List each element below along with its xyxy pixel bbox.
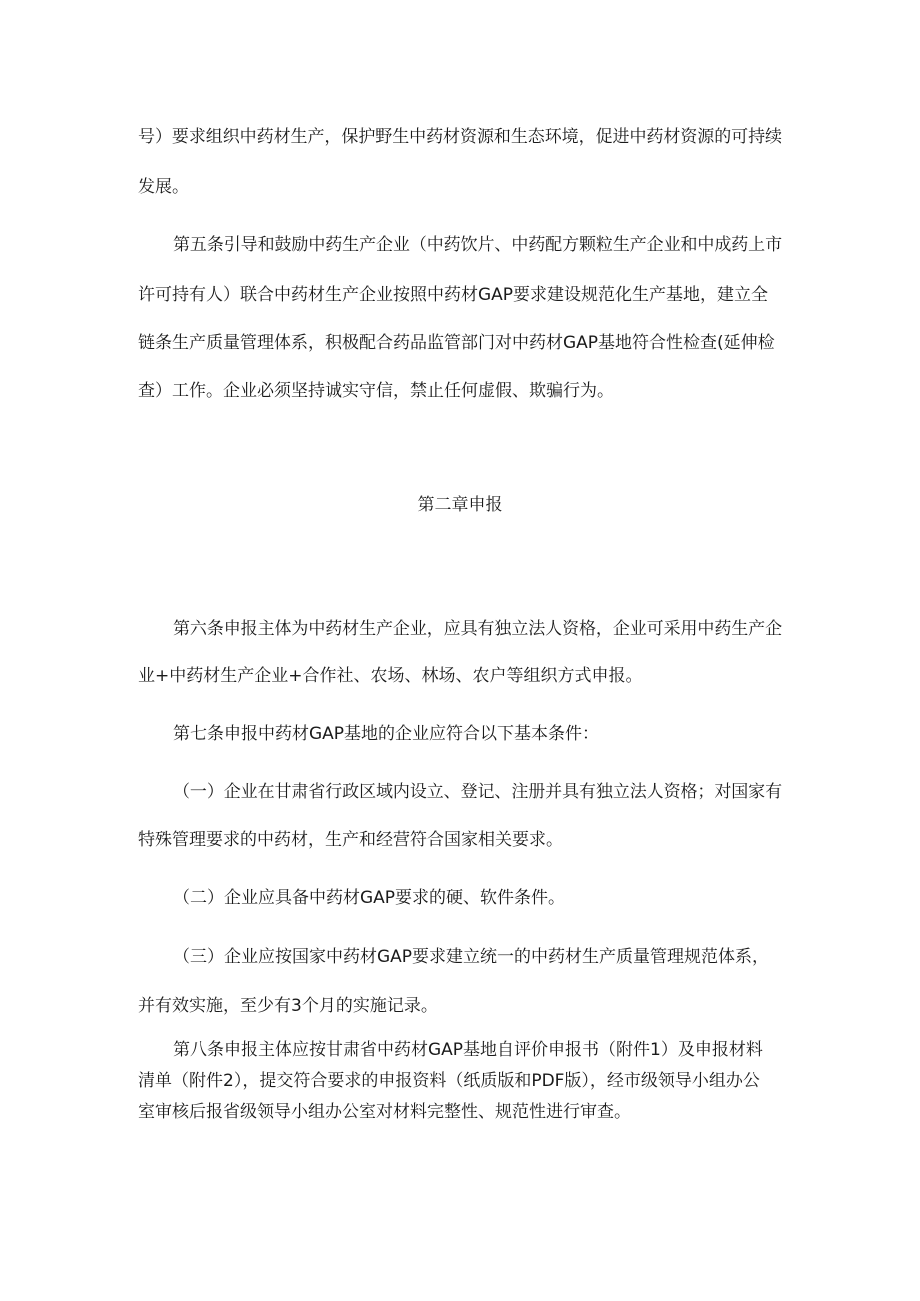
text-line: 第七条申报中药材GAP基地的企业应符合以下基本条件：	[173, 724, 600, 744]
text-line: 并有效实施，至少有3个月的实施记录。	[138, 996, 438, 1016]
chapter-heading: 第二章申报	[417, 495, 503, 515]
text-line: 室审核后报省级领导小组办公室对材料完整性、规范性进行审查。	[138, 1102, 631, 1122]
text-line: 发展。	[138, 177, 189, 197]
text-line: （三）企业应按国家中药材GAP要求建立统一的中药材生产质量管理规范体系，	[173, 947, 770, 967]
text-line: 第八条申报主体应按甘肃省中药材GAP基地自评价申报书（附件1）及申报材料	[173, 1040, 763, 1060]
text-line: 许可持有人）联合中药材生产企业按照中药材GAP要求建设规范化生产基地，建立全	[138, 285, 769, 305]
text-line: 清单（附件2），提交符合要求的申报资料（纸质版和PDF版），经市级领导小组办公	[138, 1071, 760, 1091]
text-line: （一）企业在甘肃省行政区域内设立、登记、注册并具有独立法人资格；对国家有	[173, 782, 782, 802]
text-line: 特殊管理要求的中药材，生产和经营符合国家相关要求。	[138, 830, 563, 850]
text-line: 业+中药材生产企业+合作社、农场、林场、农户等组织方式申报。	[138, 666, 643, 686]
text-line: 第六条申报主体为中药材生产企业，应具有独立法人资格，企业可采用中药生产企	[173, 619, 782, 639]
text-line: 第五条引导和鼓励中药生产企业（中药饮片、中药配方颗粒生产企业和中成药上市	[173, 235, 782, 255]
text-line: 号）要求组织中药材生产，保护野生中药材资源和生态环境，促进中药材资源的可持续	[138, 127, 782, 147]
text-line: 链条生产质量管理体系，积极配合药品监管部门对中药材GAP基地符合性检查(延伸检	[138, 333, 775, 353]
text-line: 查）工作。企业必须坚持诚实守信，禁止任何虚假、欺骗行为。	[138, 381, 614, 401]
text-line: （二）企业应具备中药材GAP要求的硬、软件条件。	[173, 888, 566, 908]
